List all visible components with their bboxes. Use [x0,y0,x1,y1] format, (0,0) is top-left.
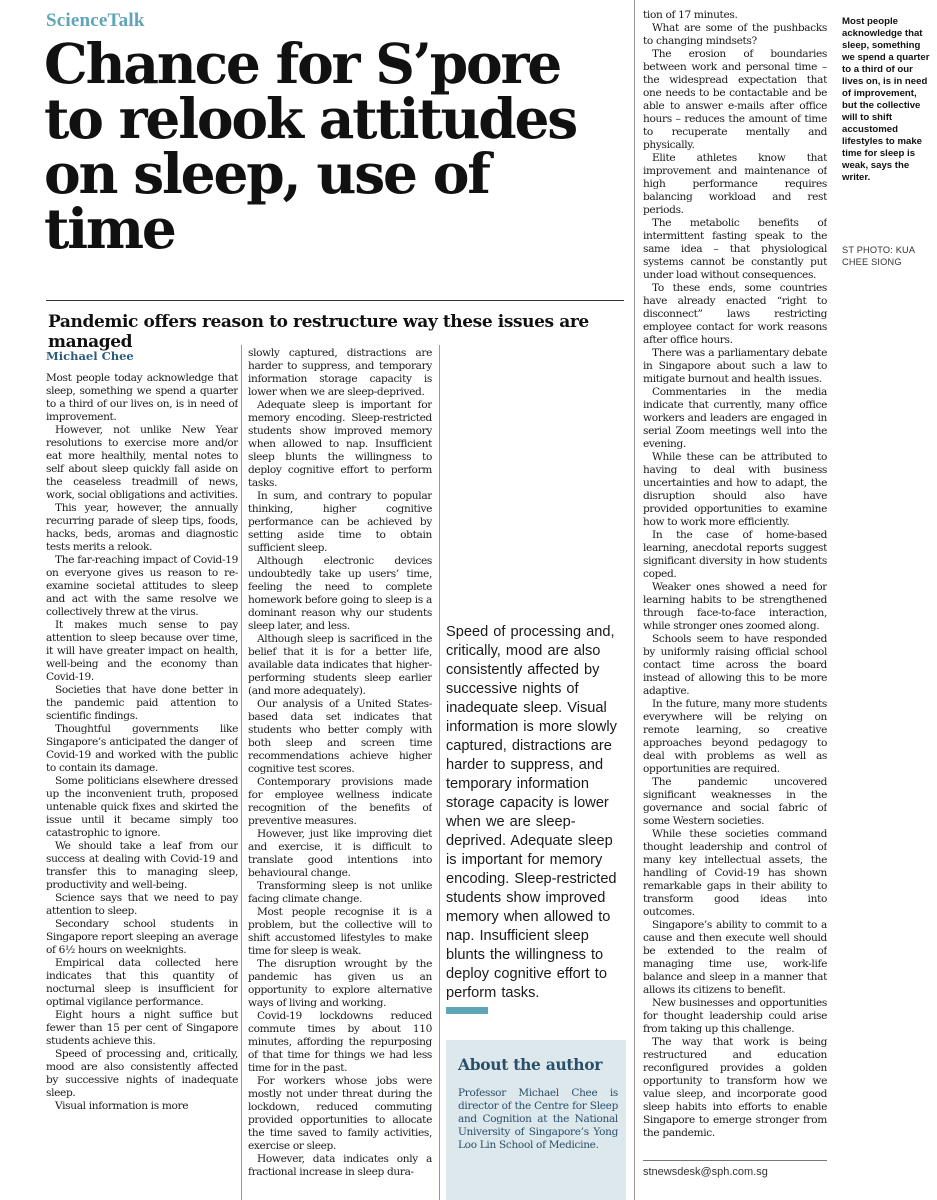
paragraph: Elite athletes know that improvement and maintenance of high performance requires balancing workload and rest periods. [643,152,827,216]
pull-quote: Speed of processing and, critically, mood are also consistently affected by successive nights of inadequate sleep. Visual information is more slowly captured, distractions are harder to suppress, and temporary information storage capacity is lower when we are sleep-deprived. Adequate sleep is important for memory encoding. Sleep-restricted students show improved memory when allowed to nap. Insufficient sleep blunts the willingness to deploy cognitive effort to perform tasks. [446,624,617,1001]
paragraph: The pandemic uncovered significant weaknesses in the governance and social fabric of some Western societies. [643,776,827,827]
email-divider [643,1160,827,1161]
paragraph: It makes much sense to pay attention to sleep because over time, it will have greater impact on health, well-being and the economy than Covid-19. [46,619,238,683]
paragraph: However, data indicates only a fractional increase in sleep dura- [248,1153,432,1178]
pull-quote-accent-bar [446,1007,488,1014]
paragraph: Although sleep is sacrificed in the belief that it is for a better life, available data indicates that higher-performing students sleep earlier (and more adequately). [248,633,432,697]
paragraph: Schools seem to have responded by uniformly raising official school contact time across the board instead of allowing this to be more adaptive. [643,633,827,697]
paragraph: The way that work is being restructured and education reconfigured provides a golden opportunity to transform how we value sleep, and incorporate good sleep habits into efforts to enable Singapore to emerge stronger from the pandemic. [643,1036,827,1139]
paragraph: In sum, and contrary to popular thinking, higher cognitive performance can be achieved by setting aside time to obtain sufficient sleep. [248,490,432,554]
paragraph: Empirical data collected here indicates that this quantity of nocturnal sleep is insufficient for optimal vigilance performance. [46,957,238,1008]
photo-caption: Most people acknowledge that sleep, something we spend a quarter to a third of our lives on, is in need of improvement, but the collective will to shift accustomed lifestyles to make time for sleep is weak, says the writer. [842,16,930,183]
paragraph: However, just like improving diet and exercise, it is difficult to translate good intentions into behavioural change. [248,828,432,879]
paragraph: Most people recognise it is a problem, but the collective will to shift accustomed lifestyles to make time for sleep is weak. [248,906,432,957]
paragraph: Singapore’s ability to commit to a cause and then execute well should be extended to the realm of managing time use, work-life balance and sleep in a manner that allows its citizens to benefit. [643,919,827,996]
paragraph: Eight hours a night suffice but fewer than 15 per cent of Singapore students achieve this. [46,1009,238,1047]
paragraph: Some politicians elsewhere dressed up the inconvenient truth, proposed untenable quick fixes and skirted the issue until it became simply too catastrophic to ignore. [46,775,238,839]
paragraph: The metabolic benefits of intermittent fasting speak to the same idea – that physiological systems cannot be constantly put under load without consequences. [643,217,827,281]
contact-email[interactable]: stnewsdesk@sph.com.sg [643,1166,768,1178]
paragraph: Weaker ones showed a need for learning habits to be strengthened through face-to-face interaction, while stronger ones zoomed along. [643,581,827,632]
paragraph: We should take a leaf from our success at dealing with Covid-19 and transfer this to managing sleep, productivity and well-being. [46,840,238,891]
paragraph: Commentaries in the media indicate that currently, many office workers and leaders are engaged in serial Zoom meetings well into the evening. [643,386,827,450]
paragraph: Adequate sleep is important for memory encoding. Sleep-restricted students show improved memory when allowed to nap. Insufficient sleep blunts the willingness to deploy cognitive effort to perform tasks. [248,399,432,489]
paragraph: While these can be attributed to having to deal with business uncertainties and how to adapt, the disruption should also have provided opportunities to examine how to work more efficiently. [643,451,827,528]
paragraph: Transforming sleep is not unlike facing climate change. [248,880,432,905]
subheadline: Pandemic offers reason to restructure way these issues are managed [48,312,589,352]
paragraph: Contemporary provisions made for employee wellness indicate recognition of the benefits of preventive measures. [248,776,432,827]
column-rule [439,345,440,1200]
paragraph: Societies that have done better in the pandemic paid attention to scientific findings. [46,684,238,722]
about-author-bio: Professor Michael Chee is director of the Centre for Sleep and Cognition at the National University of Singapore’s Yong Loo Lin School of Medicine. [458,1087,618,1151]
paragraph: To these ends, some countries have already enacted “right to disconnect” laws restricting employee contact for work reasons after office hours. [643,282,827,346]
section-kicker: ScienceTalk [46,10,145,31]
paragraph: In the case of home-based learning, anecdotal reports suggest significant diversity in how students coped. [643,529,827,580]
paragraph: This year, however, the annually recurring parade of sleep tips, foods, hacks, beds, aromas and diagnostic tests merits a relook. [46,502,238,553]
paragraph: Speed of processing and, critically, mood are also consistently affected by successive nights of inadequate sleep. [46,1048,238,1099]
paragraph: What are some of the pushbacks to changing mindsets? [643,22,827,47]
column-rule [634,0,635,1200]
paragraph: New businesses and opportunities for thought leadership could arise from taking up this challenge. [643,997,827,1035]
paragraph: The disruption wrought by the pandemic has given us an opportunity to explore alternative ways of living and working. [248,958,432,1009]
paragraph: Although electronic devices undoubtedly take up users’ time, feeling the need to complete homework before going to sleep is a dominant reason why our students sleep later, and less. [248,555,432,632]
paragraph: While these societies command thought leadership and control of many key intellectual assets, the handling of Covid-19 has shown remarkable gaps in their ability to transform good ideas into outcomes. [643,828,827,918]
paragraph: For workers whose jobs were mostly not under threat during the lockdown, reduced commuting provided opportunities to allocate the time saved to family activities, exercise or sleep. [248,1075,432,1152]
photo-credit: ST PHOTO: KUA CHEE SIONG [842,245,915,267]
paragraph: However, not unlike New Year resolutions to exercise more and/or eat more healthily, mental notes to self about sleep quickly fall aside on the ceaseless treadmill of news, work, social obligations and activities. [46,424,238,501]
article-column-2 [248,347,432,1200]
paragraph: Science says that we need to pay attention to sleep. [46,892,238,917]
paragraph: Secondary school students in Singapore report sleeping an average of 6½ hours on weeknights. [46,918,238,956]
paragraph: In the future, many more students everywhere will be relying on remote learning, so creative approaches beyond pedagogy to deal with problems as well as opportunities are required. [643,698,827,775]
paragraph: The far-reaching impact of Covid-19 on everyone gives us reason to re-examine societal attitudes to sleep and act with the same resolve we collectively threw at the virus. [46,554,238,618]
column-rule [241,345,242,1200]
article-column-4 [643,9,827,1164]
paragraph: Most people today acknowledge that sleep, something we spend a quarter to a third of our lives on, is in need of improvement. [46,372,238,423]
paragraph: Covid-19 lockdowns reduced commute times by about 110 minutes, affording the repurposing of that time for things we had less time for in the past. [248,1010,432,1074]
article-column-1 [46,372,238,1200]
paragraph: slowly captured, distractions are harder to suppress, and temporary information storage capacity is lower when we are sleep-deprived. [248,347,432,398]
paragraph: There was a parliamentary debate in Singapore about such a law to mitigate burnout and health issues. [643,347,827,385]
paragraph: tion of 17 minutes. [643,9,738,21]
byline: Michael Chee [46,349,134,363]
paragraph: Visual information is more [55,1100,189,1112]
paragraph: Our analysis of a United States-based data set indicates that students who better comply with both sleep and screen time recommendations achieve higher cognitive test scores. [248,698,432,775]
about-author-title: About the author [458,1055,603,1074]
headline-divider [46,300,624,301]
paragraph: The erosion of boundaries between work and personal time – the widespread expectation that one needs to be contactable and be able to answer e-mails after office hours – reduces the amount of time to recuperate mentally and physically. [643,48,827,151]
headline: Chance for S’pore to relook attitudes on sleep, use of time [44,31,577,261]
paragraph: Thoughtful governments like Singapore’s anticipated the danger of Covid-19 and worked with the public to contain its damage. [46,723,238,774]
